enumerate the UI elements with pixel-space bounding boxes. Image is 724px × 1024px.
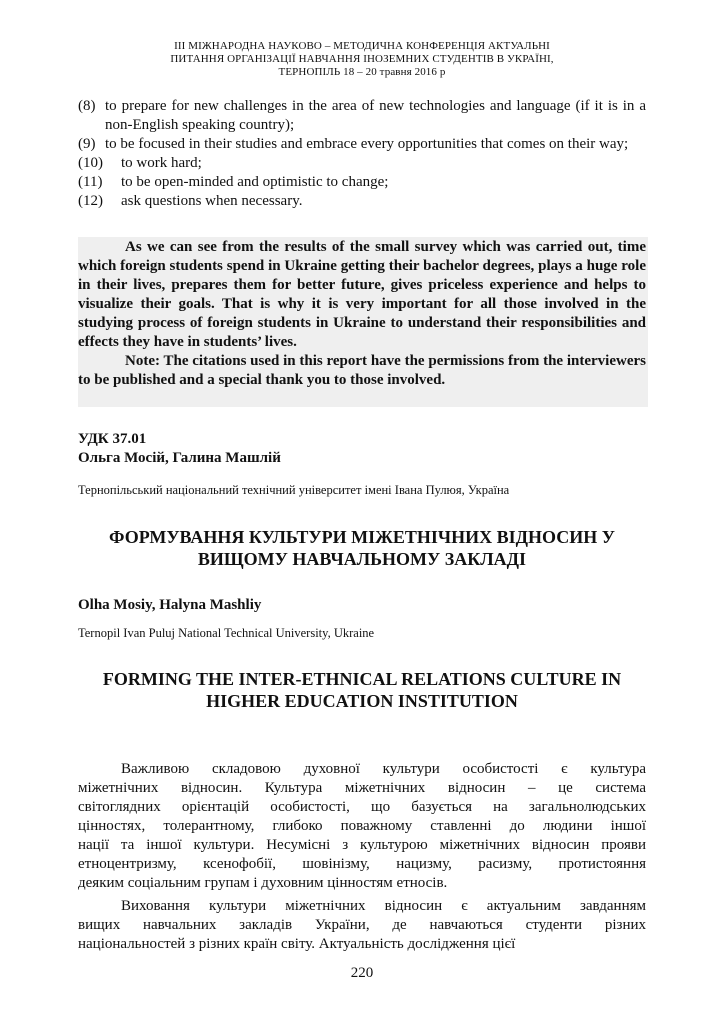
header-line-2: ПИТАННЯ ОРГАНІЗАЦІЇ НАВЧАННЯ ІНОЗЕМНИХ СТУДЕНТІВ В УКРАЇНІ,	[170, 53, 554, 65]
list-item-text: to be focused in their studies and embrace every opportunities that comes on their way;	[105, 136, 629, 152]
body-line: Важливою складовою духовної культури особистості є культура	[121, 761, 646, 777]
authors-en: Olha Mosiy, Halyna Mashliy	[78, 597, 262, 613]
list-item-number: (12)	[78, 193, 103, 209]
list-item-number: (10)	[78, 155, 103, 171]
body-line: вищих навчальних закладів України, де навчаються студенти різних	[78, 917, 646, 933]
header-line-1: III МІЖНАРОДНА НАУКОВО – МЕТОДИЧНА КОНФЕРЕНЦІЯ АКТУАЛЬНІ	[174, 40, 550, 52]
page-number: 220	[350, 965, 374, 981]
body-line: деяким соціальним групам і духовним цінностям етносів.	[78, 875, 448, 891]
title-ua-line-2: ВИЩОМУ НАВЧАЛЬНОМУ ЗАКЛАДІ	[197, 549, 527, 569]
title-ua-line-1: ФОРМУВАННЯ КУЛЬТУРИ МІЖЕТНІЧНИХ ВІДНОСИН У	[109, 527, 615, 547]
title-en-line-1: FORMING THE INTER-ETHNICAL RELATIONS CULTURE IN	[102, 669, 622, 689]
header-line-3: ТЕРНОПІЛЬ 18 – 20 травня 2016 р	[278, 66, 446, 78]
conclusion-block	[78, 238, 646, 390]
body-paragraph-1	[78, 760, 646, 893]
authors-ua: Ольга Мосій, Галина Машлій	[78, 450, 281, 466]
body-line: міжетнічних відносин. Культура міжетнічних відносин – це система	[78, 780, 646, 796]
list-item-number: (11)	[78, 174, 103, 190]
body-line: національностей з різних країн світу. Актуальність дослідження цієї	[78, 936, 516, 952]
affiliation-ua: Тернопільський національний технічний університет імені Івана Пулюя, Україна	[78, 483, 510, 497]
list-item-number: (9)	[78, 136, 96, 152]
list-item-text: to be open-minded and optimistic to change;	[121, 174, 389, 190]
body-paragraph-2	[78, 897, 646, 954]
list-item	[78, 154, 646, 173]
recommendations-list	[78, 97, 646, 211]
article-meta	[78, 430, 281, 468]
list-item	[78, 173, 646, 192]
title-ua	[78, 526, 646, 570]
running-header	[78, 40, 646, 79]
udk-code: УДК 37.01	[78, 431, 147, 447]
list-item	[78, 135, 646, 154]
list-item-text: to prepare for new challenges in the area of new technologies and language (if it is in a non-English speaking country);	[105, 98, 646, 133]
body-line: нації та іншої культури. Несумісні з культурою міжетнічних відносин прояви	[78, 837, 646, 853]
note-paragraph: Note: The citations used in this report have the permissions from the interviewers to be published and a special thank you to those involved.	[78, 353, 646, 388]
list-item	[78, 192, 646, 211]
conclusion-paragraph: As we can see from the results of the small survey which was carried out, time which foreign students spend in Ukraine getting their bachelor degrees, plays a huge role in their lives, prepares them for better future, gives priceless experience and helps to visualize their goals. That is why it is very important for all those involved in the studying process of foreign students in Ukraine to understand their responsibilities and effects they have in students’ lives.	[78, 239, 646, 350]
title-en-line-2: HIGHER EDUCATION INSTITUTION	[206, 691, 518, 711]
list-item	[78, 97, 646, 135]
title-en	[78, 668, 646, 712]
body-line: Виховання культури міжетнічних відносин є актуальним завданням	[121, 898, 646, 914]
list-item-text: to work hard;	[121, 155, 202, 171]
list-item-number: (8)	[78, 98, 96, 114]
body-line: цінностях, толерантному, глибоко поважному ставленні до людини іншої	[78, 818, 646, 834]
list-item-text: ask questions when necessary.	[121, 193, 303, 209]
affiliation-en: Ternopil Ivan Puluj National Technical University, Ukraine	[78, 626, 375, 640]
body-line: етноцентризму, ксенофобії, шовінізму, нацизму, расизму, протистояння	[78, 856, 646, 872]
body-line: світоглядних орієнтацій особистості, що базується на загальнолюдських	[78, 799, 646, 815]
